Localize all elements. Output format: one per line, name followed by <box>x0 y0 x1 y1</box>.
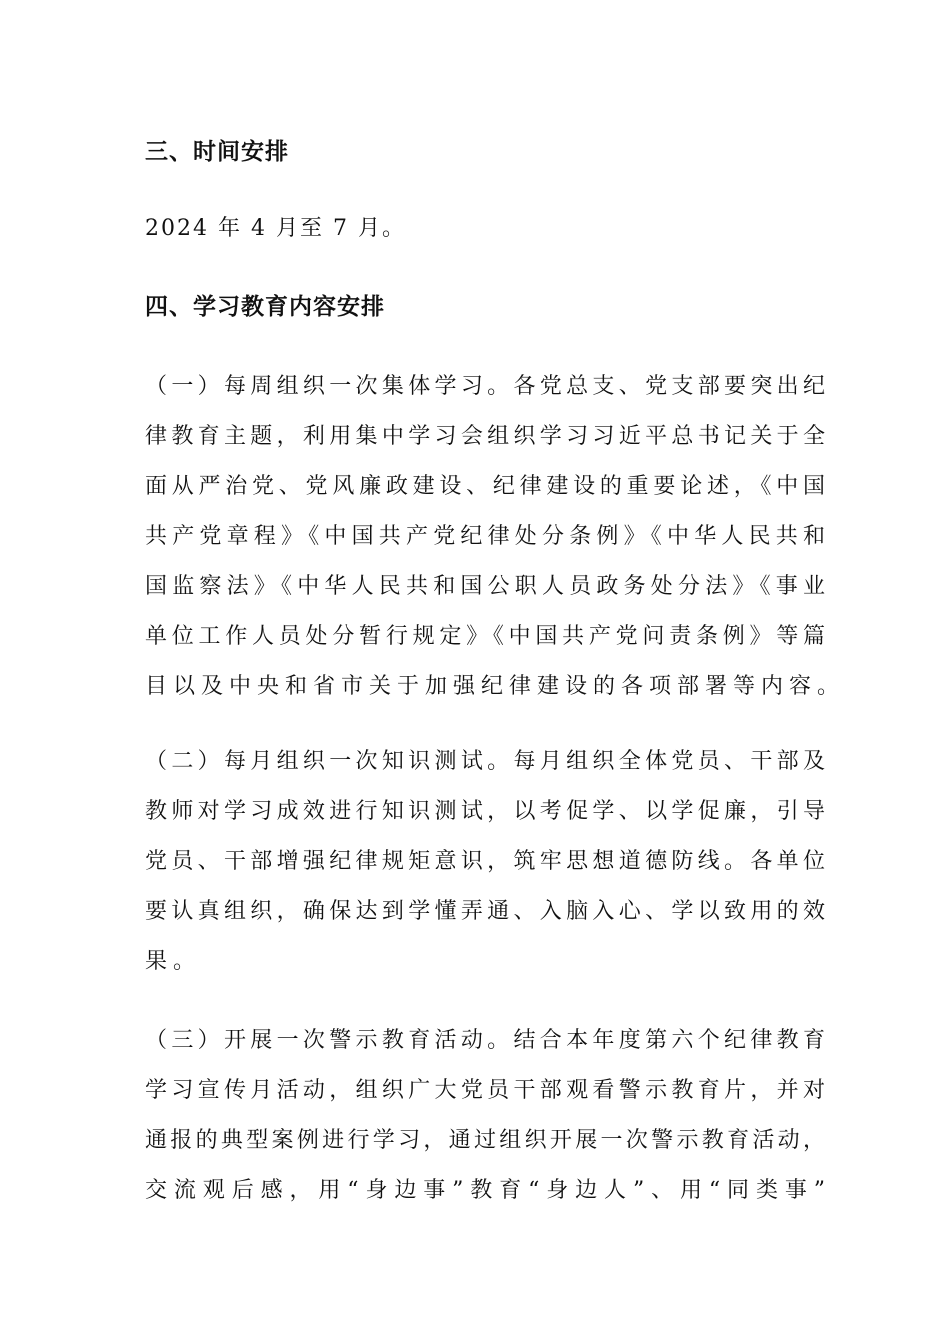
time-schedule-text: 2024 年 4 月至 7 月。 <box>145 216 406 241</box>
paragraph-line: 交流观后感，用“身边事”教育“身边人”、用“同类事” <box>145 1178 825 1203</box>
paragraph-line: 通报的典型案例进行学习，通过组织开展一次警示教育活动， <box>145 1128 825 1153</box>
paragraph-line: 目以及中央和省市关于加强纪律建设的各项部署等内容。 <box>145 674 846 699</box>
paragraph-line: 单位工作人员处分暂行规定》《中国共产党问责条例》等篇 <box>145 624 825 649</box>
paragraph-line: 要认真组织，确保达到学懂弄通、入脑入心、学以致用的效 <box>145 899 825 924</box>
paragraph-weekly-study <box>145 362 846 712</box>
paragraph-line: 律教育主题，利用集中学习会组织学习习近平总书记关于全 <box>145 424 825 449</box>
paragraph-line: 共产党章程》《中国共产党纪律处分条例》《中华人民共和 <box>145 524 825 549</box>
paragraph-line: 面从严治党、党风廉政建设、纪律建设的重要论述，《中国 <box>145 474 825 499</box>
paragraph-line: 党员、干部增强纪律规矩意识，筑牢思想道德防线。各单位 <box>145 849 825 874</box>
section-heading-content: 四、学习教育内容安排 <box>145 294 385 320</box>
section-heading-time: 三、时间安排 <box>145 139 289 165</box>
paragraph-warning-education <box>145 1016 825 1216</box>
paragraph-line: 果。 <box>145 949 202 974</box>
paragraph-line: 国监察法》《中华人民共和国公职人员政务处分法》《事业 <box>145 574 825 599</box>
paragraph-monthly-test <box>145 737 825 987</box>
paragraph-line: 学习宣传月活动，组织广大党员干部观看警示教育片，并对 <box>145 1078 825 1103</box>
paragraph-line: （一）每周组织一次集体学习。各党总支、党支部要突出纪 <box>145 374 825 399</box>
paragraph-line: 教师对学习成效进行知识测试，以考促学、以学促廉，引导 <box>145 799 825 824</box>
paragraph-line: （二）每月组织一次知识测试。每月组织全体党员、干部及 <box>145 749 825 774</box>
paragraph-line: （三）开展一次警示教育活动。结合本年度第六个纪律教育 <box>145 1028 825 1053</box>
